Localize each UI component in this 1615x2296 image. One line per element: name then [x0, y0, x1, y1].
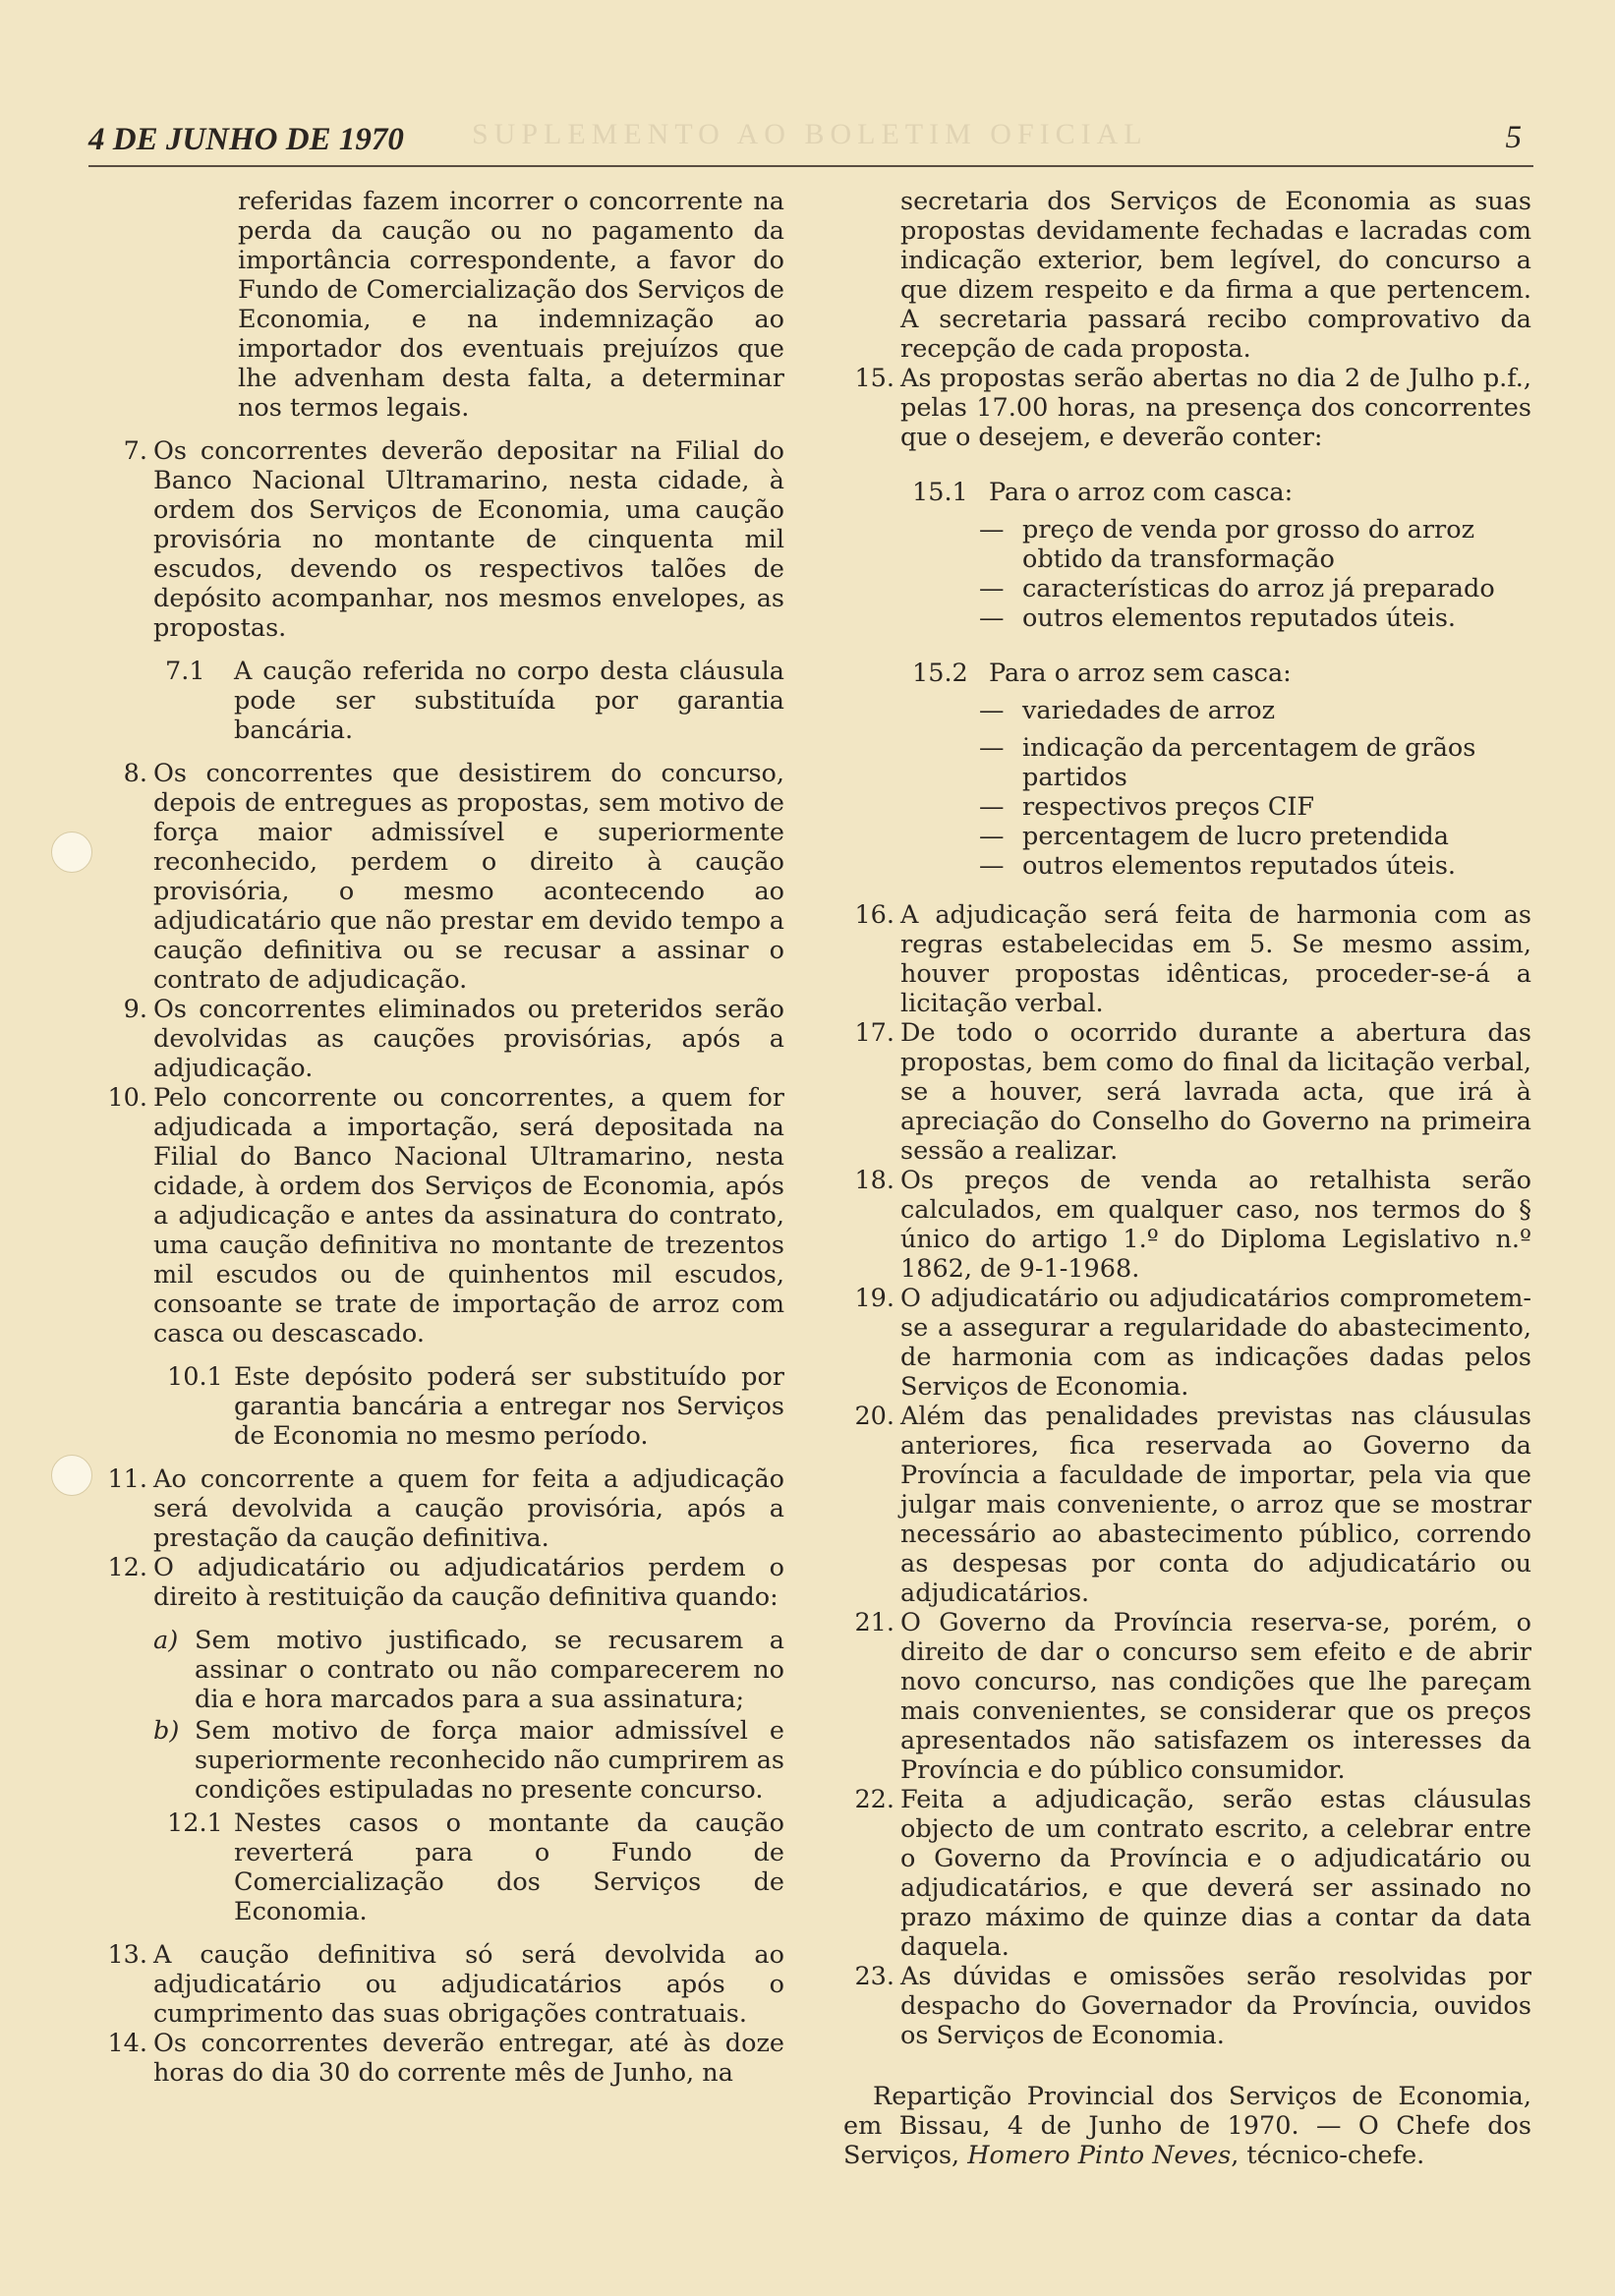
- clause-number: 19.: [854, 1284, 894, 1313]
- list-item: — percentagem de lucro pretendida: [979, 822, 1449, 851]
- clause-text: Feita a adjudicação, serão estas cláusulas objecto de um contrato escrito, a celebrar entre o Governo da Província e o adjudicatário ou adjudicatários, e que deverá ser assinado no prazo máximo de quinze dias a contar da data daquela.: [900, 1785, 1531, 1962]
- clause-15-2: [843, 659, 1531, 688]
- clause-number: 9.: [123, 995, 147, 1024]
- punch-hole: [51, 832, 92, 873]
- clause-12-1: [96, 1808, 784, 1926]
- clause-text: Este depósito poderá ser substituído por garantia bancária a entregar nos Serviços de Economia no mesmo período.: [234, 1362, 784, 1451]
- list-item-text: variedades de arroz: [1022, 696, 1276, 725]
- item-text: Sem motivo justificado, se recusarem a assinar o contrato ou não comparecerem no dia e hora marcados para a sua assinatura;: [195, 1626, 784, 1714]
- clause-text: A adjudicação será feita de harmonia com as regras estabelecidas em 5. Se mesmo assim, houver propostas idênticas, proceder-se-á a licitação verbal.: [900, 900, 1531, 1018]
- clause-15-1: [843, 478, 1531, 507]
- clause-text: Para o arroz sem casca:: [989, 659, 1292, 688]
- clause-number: 16.: [854, 900, 894, 930]
- clause-text: Nestes casos o montante da caução reverterá para o Fundo de Comercialização dos Serviços de Economia.: [234, 1808, 784, 1926]
- clause-text: As dúvidas e omissões serão resolvidas por despacho do Governador da Província, ouvidos os Serviços de Economia.: [900, 1962, 1531, 2050]
- clause-14-continuation: [843, 187, 1531, 364]
- clause-number: 23.: [854, 1962, 894, 1991]
- clause-text: O adjudicatário ou adjudicatários comprometem-se a assegurar a regularidade do abastecimento, de harmonia com as indicações dadas pelos Serviços de Economia.: [900, 1284, 1531, 1402]
- clause-11: [96, 1464, 784, 1553]
- list-item-text: percentagem de lucro pretendida: [1022, 822, 1449, 851]
- page-header: [88, 120, 1533, 167]
- clause-text: Os concorrentes que desistirem do concurso, depois de entregues as propostas, sem motivo de força maior admissível e superiormente reconhecido, perdem o direito à caução provisória, o mesmo acontecendo ao adjudicatário que não prestar em devido tempo a caução definitiva ou se recusar a assinar o contrato de adjudicação.: [153, 759, 784, 995]
- clause-18: [843, 1166, 1531, 1284]
- clause-number: 20.: [854, 1402, 894, 1431]
- clause-number: 18.: [854, 1166, 894, 1195]
- clause-23: [843, 1962, 1531, 2050]
- list-item-text: outros elementos reputados úteis.: [1022, 603, 1457, 633]
- clause-number: 7.: [123, 436, 147, 466]
- clause-21: [843, 1608, 1531, 1785]
- clause-number: 15.2: [912, 659, 968, 688]
- list-item: — variedades de arroz: [979, 696, 1276, 725]
- clause-12: [96, 1553, 784, 1612]
- clause-20: [843, 1402, 1531, 1608]
- clause-number: 11.: [107, 1464, 147, 1494]
- clause-14: [96, 2029, 784, 2088]
- clause-number: 12.: [107, 1553, 147, 1582]
- item-label: a): [153, 1626, 179, 1655]
- signatory-name: Homero Pinto Neves: [967, 2141, 1232, 2170]
- clause-12-a: [96, 1626, 784, 1714]
- signatory-title: , técnico-chefe.: [1231, 2141, 1425, 2170]
- clause-number: 7.1: [165, 657, 205, 686]
- clause-10: [96, 1083, 784, 1349]
- clause-number: 10.: [107, 1083, 147, 1113]
- clause-8: [96, 759, 784, 995]
- clause-6-continuation: referidas fazem incorrer o concorrente na perda da caução ou no pagamento da importância correspondente, a favor do Fundo de Comercialização dos Serviços de Economia, e na indemnização ao importador dos eventuais prejuízos que lhe advenham desta falta, a determinar nos termos legais.: [238, 187, 784, 423]
- clause-number: 15.1: [912, 478, 968, 507]
- clause-number: 13.: [107, 1940, 147, 1970]
- signature-text: Repartição Provincial dos Serviços de Economia, em Bissau, 4 de Junho de 1970. — O Chefe dos Serviços,: [843, 2082, 1531, 2170]
- list-item-text: outros elementos reputados úteis.: [1022, 851, 1457, 881]
- clause-number: 22.: [854, 1785, 894, 1814]
- list-item: — preço de venda por grosso do arroz obtido da transformação: [979, 515, 1475, 574]
- clause-text: As propostas serão abertas no dia 2 de Julho p.f., pelas 17.00 horas, na presença dos concorrentes que o desejem, e deverão conter:: [900, 364, 1531, 452]
- clause-7: [96, 436, 784, 643]
- list-item-text: respectivos preços CIF: [1022, 792, 1315, 822]
- clause-text: Pelo concorrente ou concorrentes, a quem for adjudicada a importação, será depositada na Filial do Banco Nacional Ultramarino, nesta cidade, à ordem dos Serviços de Economia, após a adjudicação e antes da assinatura do contrato, uma caução definitiva no montante de trezentos mil escudos ou de quinhentos mil escudos, consoante se trate de importação de arroz com casca ou descascado.: [153, 1083, 784, 1349]
- clause-text: Além das penalidades previstas nas cláusulas anteriores, fica reservada ao Governo da Província a faculdade de importar, pela via que julgar mais conveniente, o arroz que se mostrar necessário ao abastecimento público, correndo as despesas por conta do adjudicatário ou adjudicatários.: [900, 1402, 1531, 1608]
- clause-number: 12.1: [167, 1808, 223, 1838]
- clause-9: [96, 995, 784, 1083]
- clause-text: Os preços de venda ao retalhista serão calculados, em qualquer caso, nos termos do § único do artigo 1.º do Diploma Legislativo n.º 1862, de 9-1-1968.: [900, 1166, 1531, 1284]
- clause-text: Para o arroz com casca:: [989, 478, 1294, 507]
- clause-15: [843, 364, 1531, 452]
- list-item: — outros elementos reputados úteis.: [979, 603, 1457, 633]
- bleed-through-watermark: SUPLEMENTO AO BOLETIM OFICIAL: [472, 118, 1148, 150]
- list-item: — características do arroz já preparado: [979, 574, 1495, 603]
- list-item: — outros elementos reputados úteis.: [979, 851, 1457, 881]
- header-date: 4 DE JUNHO DE 1970: [88, 122, 404, 157]
- clause-text: Os concorrentes eliminados ou preteridos serão devolvidas as cauções provisórias, após a adjudicação.: [153, 995, 784, 1083]
- punch-hole: [51, 1455, 92, 1496]
- clause-text: De todo o ocorrido durante a abertura das propostas, bem como do final da licitação verbal, se a houver, será lavrada acta, que irá à apreciação do Conselho do Governo na primeira sessão a realizar.: [900, 1018, 1531, 1166]
- clause-text: O Governo da Província reserva-se, porém, o direito de dar o concurso sem efeito e de abrir novo concurso, nas condições que lhe pareçam mais convenientes, se considerar que os preços apresentados não satisfazem os interesses da Província e do público consumidor.: [900, 1608, 1531, 1785]
- clause-text: A caução definitiva só será devolvida ao adjudicatário ou adjudicatários após o cumprimento das suas obrigações contratuais.: [153, 1940, 784, 2029]
- clause-text: Os concorrentes deverão depositar na Filial do Banco Nacional Ultramarino, nesta cidade, à ordem dos Serviços de Economia, uma caução provisória no montante de cinquenta mil escudos, devendo os respectivos talões de depósito acompanhar, nos mesmos envelopes, as propostas.: [153, 436, 784, 643]
- clause-number: 10.1: [167, 1362, 223, 1392]
- clause-number: 8.: [123, 759, 147, 788]
- item-text: Sem motivo de força maior admissível e superiormente reconhecido não cumprirem as condições estipuladas no presente concurso.: [195, 1716, 784, 1805]
- left-column: [96, 187, 784, 2088]
- list-item-text: características do arroz já preparado: [1022, 574, 1495, 603]
- clause-number: 14.: [107, 2029, 147, 2058]
- clause-7-1: [96, 657, 784, 745]
- clause-text: A caução referida no corpo desta cláusula pode ser substituída por garantia bancária.: [234, 657, 784, 745]
- item-label: b): [153, 1716, 180, 1746]
- list-item-text: preço de venda por grosso do arroz obtido da transformação: [1022, 515, 1475, 574]
- clause-number: 15.: [854, 364, 894, 393]
- page-number: 5: [1505, 120, 1522, 155]
- clause-text: Ao concorrente a quem for feita a adjudicação será devolvida a caução provisória, após a prestação da caução definitiva.: [153, 1464, 784, 1553]
- signature-block: [843, 2082, 1531, 2170]
- clause-12-b: [96, 1716, 784, 1805]
- right-column: [843, 187, 1531, 2170]
- clause-number: 21.: [854, 1608, 894, 1637]
- clause-22: [843, 1785, 1531, 1962]
- clause-10-1: [96, 1362, 784, 1451]
- clause-17: [843, 1018, 1531, 1166]
- clause-19: [843, 1284, 1531, 1402]
- clause-number: 17.: [854, 1018, 894, 1048]
- list-item: — respectivos preços CIF: [979, 792, 1315, 822]
- list-item-text: indicação da percentagem de grãos partidos: [1022, 733, 1476, 792]
- clause-16: [843, 900, 1531, 1018]
- clause-text: secretaria dos Serviços de Economia as suas propostas devidamente fechadas e lacradas com indicação exterior, bem legível, do concurso a que dizem respeito e da firma a que pertencem. A secretaria passará recibo comprovativo da recepção de cada proposta.: [900, 187, 1531, 364]
- clause-text: Os concorrentes deverão entregar, até às doze horas do dia 30 do corrente mês de Junho, na: [153, 2029, 784, 2088]
- list-item: — indicação da percentagem de grãos partidos: [979, 733, 1476, 792]
- clause-text: O adjudicatário ou adjudicatários perdem o direito à restituição da caução definitiva quando:: [153, 1553, 784, 1612]
- clause-13: [96, 1940, 784, 2029]
